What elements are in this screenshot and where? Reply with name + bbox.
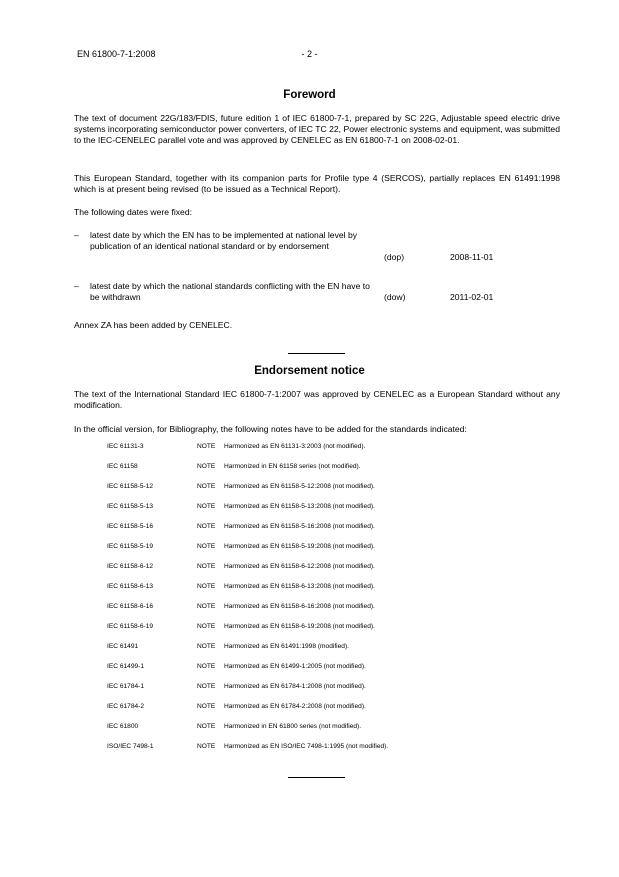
- note-row: [107, 723, 547, 743]
- note-label: NOTE: [197, 523, 216, 530]
- note-label: NOTE: [197, 723, 216, 730]
- endorsement-paragraph-1: The text of the International Standard IEC 61800-7-1:2007 was approved by CENELEC as a European Standard without any modification.: [74, 389, 560, 410]
- note-row: [107, 703, 547, 723]
- note-label: NOTE: [197, 743, 216, 750]
- note-row: [107, 583, 547, 603]
- note-label: NOTE: [197, 443, 216, 450]
- note-text: Harmonized as EN 61158-5-19:2008 (not modified).: [224, 543, 375, 550]
- note-row: [107, 603, 547, 623]
- note-text: Harmonized as EN 61158-5-13:2008 (not modified).: [224, 503, 375, 510]
- note-text: Harmonized as EN 61158-5-12:2008 (not modified).: [224, 483, 375, 490]
- note-text: Harmonized as EN 61158-5-16:2008 (not modified).: [224, 523, 375, 530]
- note-text: Harmonized as EN 61131-3:2003 (not modified).: [224, 443, 366, 450]
- note-standard: IEC 61491: [107, 643, 139, 650]
- date-item-date: 2011-02-01: [450, 292, 494, 302]
- note-row: [107, 563, 547, 583]
- note-label: NOTE: [197, 483, 216, 490]
- note-label: NOTE: [197, 543, 216, 550]
- note-label: NOTE: [197, 503, 216, 510]
- note-text: Harmonized as EN 61158-6-12:2008 (not modified).: [224, 563, 375, 570]
- foreword-title: Foreword: [283, 89, 336, 101]
- note-row: [107, 483, 547, 503]
- note-row: [107, 743, 547, 763]
- note-standard: IEC 61158-5-13: [107, 503, 154, 510]
- note-text: Harmonized as EN 61784-1:2008 (not modified).: [224, 683, 366, 690]
- note-label: NOTE: [197, 703, 216, 710]
- note-label: NOTE: [197, 583, 216, 590]
- note-standard: IEC 61158-6-13: [107, 583, 154, 590]
- note-standard: IEC 61784-2: [107, 703, 145, 710]
- note-label: NOTE: [197, 603, 216, 610]
- note-standard: IEC 61158: [107, 463, 138, 470]
- date-item-date: 2008-11-01: [450, 252, 494, 262]
- date-item-text: latest date by which the EN has to be implemented at national level by publication of an identical national standard or by endorsement: [90, 230, 358, 251]
- endorsement-title: Endorsement notice: [254, 365, 365, 377]
- note-text: Harmonized in EN 61158 series (not modified).: [224, 463, 361, 470]
- date-item-bullet: –: [74, 281, 79, 291]
- note-label: NOTE: [197, 683, 216, 690]
- note-standard: IEC 61158-6-19: [107, 623, 154, 630]
- note-standard: IEC 61784-1: [107, 683, 145, 690]
- date-item-bullet: –: [74, 230, 79, 240]
- endorsement-paragraph-2: In the official version, for Bibliography, the following notes have to be added for the standards indicated:: [74, 424, 467, 434]
- note-standard: IEC 61158-5-19: [107, 543, 154, 550]
- dates-intro: The following dates were fixed:: [74, 207, 192, 217]
- note-standard: IEC 61158-5-12: [107, 483, 154, 490]
- note-label: NOTE: [197, 643, 216, 650]
- document-id: EN 61800-7-1:2008: [77, 49, 156, 59]
- foreword-paragraph-2: This European Standard, together with its companion parts for Profile type 4 (SERCOS), partially replaces EN 61491:1998 which is at present being revised (to be issued as a Technical Report).: [74, 173, 560, 194]
- date-item-code: (dop): [384, 252, 405, 262]
- note-row: [107, 643, 547, 663]
- note-row: [107, 663, 547, 683]
- section-divider: [288, 353, 345, 354]
- note-standard: IEC 61158-6-12: [107, 563, 154, 570]
- note-text: Harmonized as EN 61158-6-16:2008 (not modified).: [224, 603, 375, 610]
- note-text: Harmonized as EN 61499-1:2005 (not modified).: [224, 663, 366, 670]
- note-text: Harmonized as EN 61491:1998 (modified).: [224, 643, 349, 650]
- bibliography-notes: [107, 443, 547, 763]
- date-item-text: latest date by which the national standards conflicting with the EN have to be withdrawn: [90, 281, 370, 302]
- end-divider: [288, 777, 345, 778]
- note-standard: IEC 61131-3: [107, 443, 144, 450]
- note-text: Harmonized as EN 61784-2:2008 (not modified).: [224, 703, 366, 710]
- note-label: NOTE: [197, 563, 216, 570]
- annex-note: Annex ZA has been added by CENELEC.: [74, 320, 233, 330]
- date-item-code: (dow): [384, 292, 406, 302]
- note-standard: IEC 61158-6-16: [107, 603, 154, 610]
- note-row: [107, 683, 547, 703]
- note-label: NOTE: [197, 623, 216, 630]
- note-row: [107, 443, 547, 463]
- note-text: Harmonized as EN 61158-6-19:2008 (not modified).: [224, 623, 375, 630]
- note-row: [107, 503, 547, 523]
- page-number: - 2 -: [301, 49, 318, 59]
- note-standard: IEC 61158-5-16: [107, 523, 154, 530]
- note-text: Harmonized as EN ISO/IEC 7498-1:1995 (not modified).: [224, 743, 389, 750]
- note-row: [107, 543, 547, 563]
- note-row: [107, 463, 547, 483]
- foreword-paragraph-1: The text of document 22G/183/FDIS, future edition 1 of IEC 61800-7-1, prepared by SC 22G, Adjustable speed electric drive systems incorporating semiconductor power converters, of IEC TC 22, Power electronic systems and equipment, was submitted to the IEC-CENELEC parallel vote and was approved by CENELEC as EN 61800-7-1 on 2008-02-01.: [74, 113, 560, 145]
- note-row: [107, 623, 547, 643]
- note-text: Harmonized in EN 61800 series (not modified).: [224, 723, 362, 730]
- note-text: Harmonized as EN 61158-6-13:2008 (not modified).: [224, 583, 375, 590]
- note-label: NOTE: [197, 463, 216, 470]
- note-row: [107, 523, 547, 543]
- note-label: NOTE: [197, 663, 216, 670]
- note-standard: ISO/IEC 7498-1: [107, 743, 154, 750]
- note-standard: IEC 61499-1: [107, 663, 145, 670]
- note-standard: IEC 61800: [107, 723, 139, 730]
